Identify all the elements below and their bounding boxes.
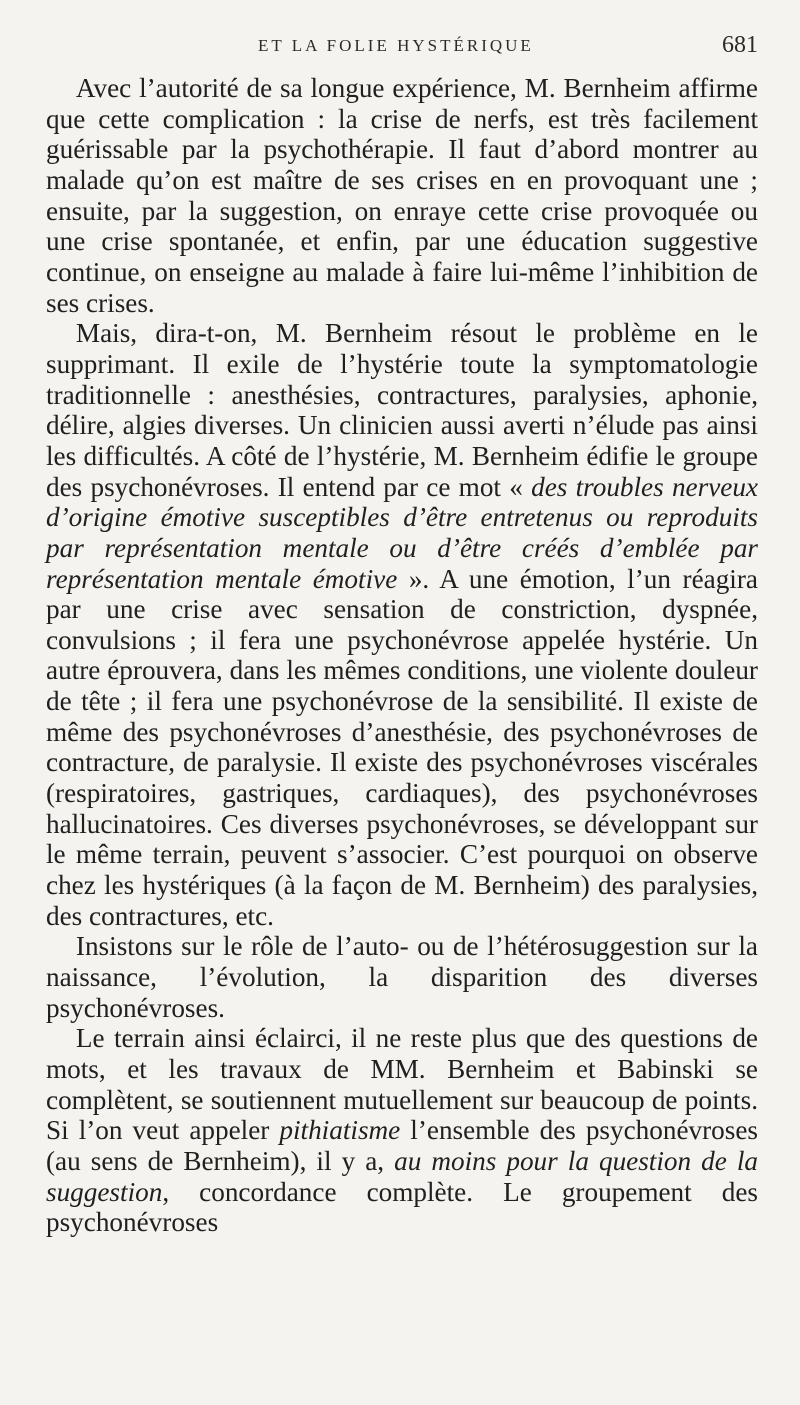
text-segment: l’ensemble des psychonévroses (au sens de Bernheim), il y a,	[46, 1115, 758, 1176]
paragraph	[46, 73, 758, 318]
page-header	[48, 32, 758, 62]
text-segment: Insistons sur le rôle de l’auto- ou de l’hétérosuggestion sur la naissance, l’évolution, la disparition des diverses psychonévroses.	[46, 931, 758, 1023]
text-segment: Avec l’autorité de sa longue expérience, M. Bernheim affirme que cette complication : la crise de nerfs, est très facilement guérissable par la psychothérapie. Il faut d’abord montrer au malade qu’on est maître de ses crises en en provoquant une ; ensuite, par la suggestion, on enraye cette crise provoquée ou une crise spontanée, et enfin, par une éducation suggestive continue, on enseigne au malade à faire lui-même l’inhibition de ses crises.	[46, 73, 758, 318]
italic-quotation: des troubles nerveux d’origine émotive susceptibles d’être entretenus ou reproduits par représentation mentale ou d’être créés d’emblée par représentation mentale émotive	[46, 471, 758, 594]
italic-term: pithiatisme	[279, 1115, 401, 1146]
page-number: 681	[722, 32, 758, 58]
text-segment: ». A une émotion, l’un réagira par une crise avec sensation de constriction, dyspnée, convulsions ; il fera une psychonévrose appelée hystérie. Un autre éprouvera, dans les mêmes conditions, une violente douleur de tête ; il fera une psychonévrose de la sensibilité. Il existe de même des psychonévroses d’anesthésie, des psychonévroses de contracture, de paralysie. Il existe des psychonévroses viscérales (respiratoires, gastriques, cardiaques), des psychonévroses hallucinatoires. Ces diverses psychonévroses, se développant sur le même terrain, peuvent s’associer. C’est pourquoi on observe chez les hystériques (à la façon de M. Bernheim) des paralysies, des contractures, etc.	[46, 563, 758, 931]
paragraph	[46, 318, 758, 931]
running-title: ET LA FOLIE HYSTÉRIQUE	[258, 36, 534, 55]
italic-phrase: au moins pour la question de la suggestion	[46, 1145, 758, 1207]
text-segment: , concordance complète. Le groupement des psychonévroses	[46, 1176, 758, 1238]
text-segment: Le terrain ainsi éclairci, il ne reste plus que des questions de mots, et les travaux de MM. Bernheim et Babinski se complètent, se soutiennent mutuellement sur beaucoup de points. Si l’on veut appeler	[46, 1023, 758, 1146]
paragraph	[46, 1023, 758, 1238]
body-text	[46, 73, 758, 1238]
text-segment: Mais, dira-t-on, M. Bernheim résout le problème en le supprimant. Il exile de l’hystérie toute la symptomatologie traditionnelle : anesthésies, contractures, paralysies, aphonie, délire, algies diverses. Un clinicien aussi averti n’élude pas ainsi les difficultés. A côté de l’hystérie, M. Bernheim édifie le groupe des psychonévroses. Il entend par ce mot «	[46, 318, 758, 502]
paragraph	[46, 931, 758, 1023]
